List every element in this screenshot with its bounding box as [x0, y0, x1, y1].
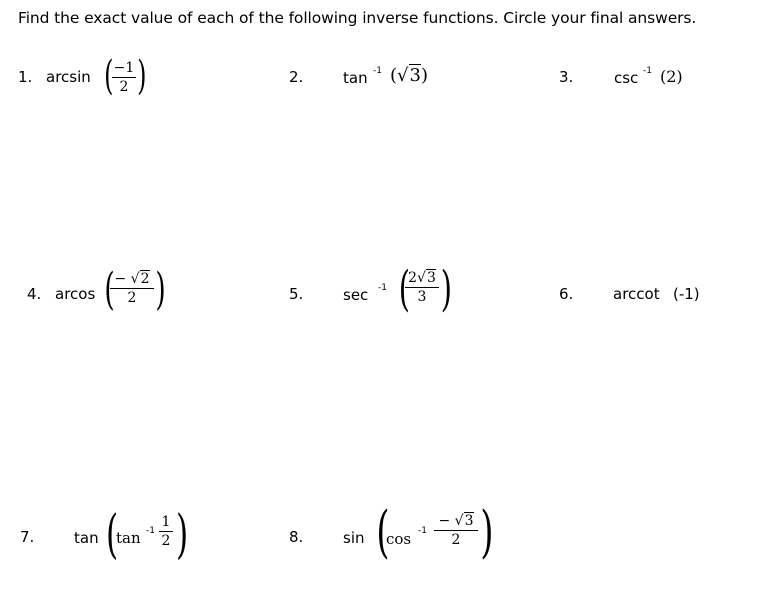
instructions: Find the exact value of each of the following inverse functions. Circle your final answers. [18, 9, 697, 27]
problem-number: 7. [20, 528, 35, 546]
fraction [434, 513, 478, 548]
problem-number: 8. [289, 528, 304, 546]
function-name: tan [74, 529, 99, 547]
inner-function-name: cos [386, 530, 412, 548]
function-name: tan [343, 69, 368, 87]
superscript: -1 [643, 66, 652, 76]
fraction [112, 60, 136, 95]
left-paren: ( [104, 264, 115, 315]
denominator: 2 [119, 79, 129, 95]
numerator: − √2 [114, 271, 150, 287]
problem-number: 3. [559, 68, 574, 86]
fraction-bar [159, 531, 173, 532]
right-paren: ) [480, 500, 494, 565]
right-paren: ) [420, 65, 428, 86]
inner-function-name: tan [116, 529, 141, 547]
superscript: -1 [418, 526, 427, 536]
numerator: 2√3 [408, 270, 436, 286]
problem-number: 5. [289, 285, 304, 303]
sqrt-symbol: √ [397, 65, 409, 86]
fraction [159, 514, 173, 549]
right-paren: ) [155, 264, 166, 315]
left-paren: ( [106, 505, 119, 565]
argument: (2) [660, 67, 683, 86]
function-name: arcos [55, 285, 96, 303]
fraction-bar [112, 77, 136, 78]
function-name: arcsin [46, 68, 91, 86]
superscript: -1 [373, 66, 382, 76]
fraction [110, 271, 154, 306]
problem-number: 1. [18, 68, 33, 86]
problem-number: 6. [559, 285, 574, 303]
argument [390, 65, 428, 86]
numerator: − √3 [438, 513, 474, 529]
left-paren: ( [390, 65, 398, 86]
problem-number: 2. [289, 68, 304, 86]
denominator: 2 [127, 290, 137, 306]
numerator: 1 [161, 514, 171, 530]
denominator: 2 [451, 532, 461, 548]
left-paren: ( [398, 261, 410, 317]
function-name: sec [343, 286, 369, 304]
function-name: csc [614, 69, 639, 87]
radicand: 3 [409, 65, 421, 86]
left-paren: ( [104, 53, 114, 99]
right-paren: ) [176, 505, 189, 565]
right-paren: ) [440, 261, 452, 317]
problem-number: 4. [27, 285, 42, 303]
function-name: arccot [613, 285, 660, 303]
fraction-bar [434, 530, 478, 531]
fraction-bar [405, 287, 439, 288]
right-paren: ) [137, 53, 147, 99]
superscript: -1 [378, 283, 387, 293]
argument: (-1) [673, 285, 700, 303]
denominator: 3 [417, 289, 427, 305]
function-name: sin [343, 529, 365, 547]
left-paren: ( [376, 500, 390, 565]
fraction [405, 270, 439, 305]
numerator: −1 [113, 60, 135, 76]
denominator: 2 [161, 533, 171, 549]
fraction-bar [110, 288, 154, 289]
superscript: -1 [146, 526, 155, 536]
